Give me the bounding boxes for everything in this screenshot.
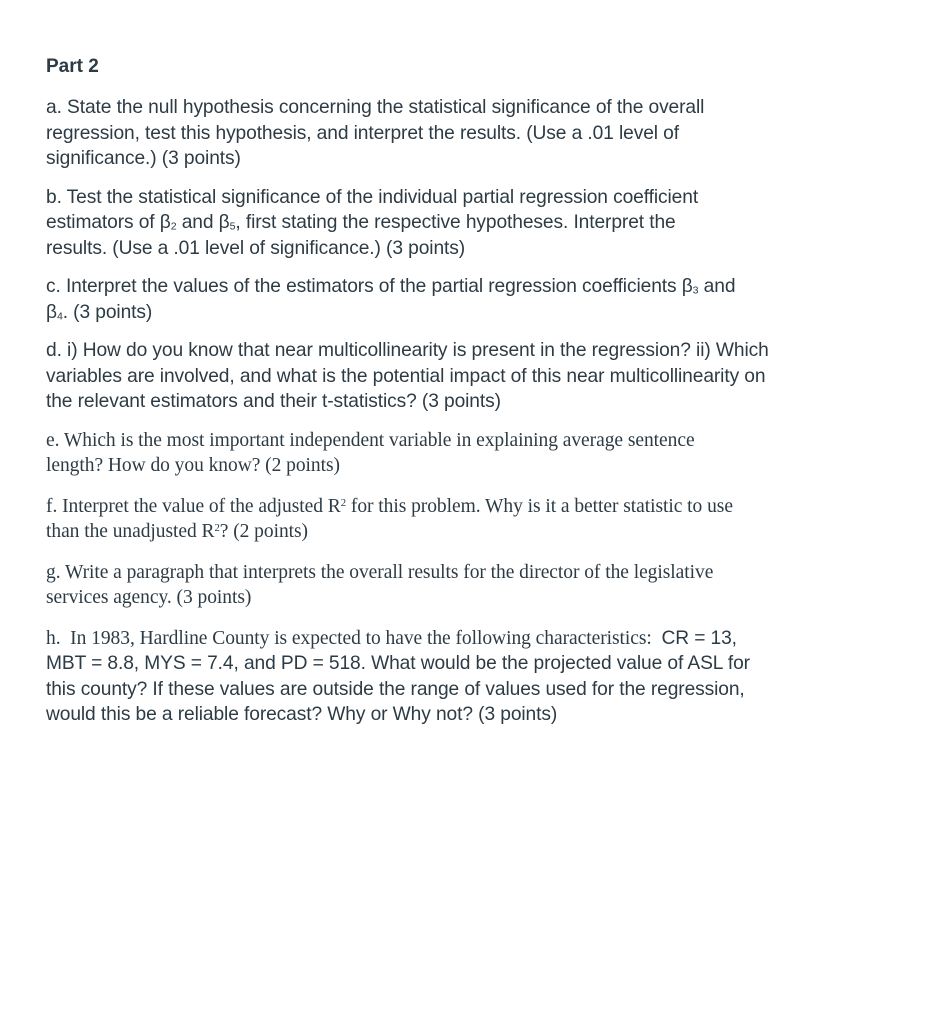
text-run: f. Interpret the value of the adjusted R bbox=[46, 495, 341, 517]
question-d-line: the relevant estimators and their t-statistics? (3 points) bbox=[46, 391, 501, 412]
question-a bbox=[46, 95, 876, 172]
text-run: and bbox=[698, 276, 736, 297]
part-title: Part 2 bbox=[46, 56, 99, 77]
question-g-line: g. Write a paragraph that interprets the overall results for the director of the legislative bbox=[46, 561, 714, 583]
superscript: 2 bbox=[214, 521, 220, 534]
question-h-line: would this be a reliable forecast? Why or Why not? (3 points) bbox=[46, 704, 558, 725]
question-e-line: e. Which is the most important independent variable in explaining average sentence bbox=[46, 429, 695, 451]
document-page bbox=[46, 54, 876, 741]
text-run: CR = 13, bbox=[661, 627, 737, 649]
text-run: , first stating the respective hypotheses. Interpret the bbox=[235, 212, 676, 233]
question-d-line: d. i) How do you know that near multicollinearity is present in the regression? ii) Which bbox=[46, 340, 769, 361]
text-run: estimators of β bbox=[46, 212, 171, 233]
question-h-line: this county? If these values are outside the range of values used for the regression, bbox=[46, 678, 745, 700]
question-g bbox=[46, 560, 876, 610]
subscript: 5 bbox=[229, 220, 236, 233]
question-c-line bbox=[46, 274, 876, 300]
text-run: than the unadjusted R bbox=[46, 520, 215, 542]
text-run: h. In 1983, Hardline County is expected to have the following characteristics: bbox=[46, 627, 662, 649]
question-b-line bbox=[46, 210, 876, 236]
question-f-line bbox=[46, 494, 876, 519]
subscript: 2 bbox=[170, 220, 177, 233]
question-h-line: MBT = 8.8, MYS = 7.4, and PD = 518. What would be the projected value of ASL for bbox=[46, 653, 750, 674]
text-run: β bbox=[46, 301, 57, 323]
text-run: and β bbox=[176, 212, 230, 233]
subscript: 3 bbox=[692, 284, 699, 297]
question-h-line bbox=[46, 626, 876, 652]
question-d-line: variables are involved, and what is the potential impact of this near multicollinearity on bbox=[46, 365, 766, 387]
question-a-line: significance.) (3 points) bbox=[46, 148, 241, 169]
question-e bbox=[46, 428, 876, 478]
question-d bbox=[46, 338, 876, 415]
question-a-line: a. State the null hypothesis concerning the statistical significance of the overall bbox=[46, 97, 705, 118]
question-b-line: b. Test the statistical significance of the individual partial regression coefficient bbox=[46, 186, 699, 208]
question-g-line: services agency. (3 points) bbox=[46, 586, 252, 608]
question-f-line bbox=[46, 519, 876, 544]
question-f bbox=[46, 494, 876, 544]
question-b-line: results. (Use a .01 level of significance.) (3 points) bbox=[46, 237, 466, 259]
subscript: 4 bbox=[56, 310, 63, 323]
question-a-line: regression, test this hypothesis, and interpret the results. (Use a .01 level of bbox=[46, 122, 679, 144]
question-h bbox=[46, 626, 876, 728]
superscript: 2 bbox=[340, 496, 347, 509]
question-e-line: length? How do you know? (2 points) bbox=[46, 454, 340, 476]
question-c bbox=[46, 274, 876, 325]
question-b bbox=[46, 185, 876, 262]
text-run: . (3 points) bbox=[62, 301, 153, 323]
text-run: for this problem. Why is it a better statistic to use bbox=[346, 495, 733, 517]
text-run: c. Interpret the values of the estimators of the partial regression coefficients β bbox=[46, 276, 693, 297]
text-run: ? (2 points) bbox=[219, 520, 308, 542]
question-c-line bbox=[46, 300, 876, 326]
